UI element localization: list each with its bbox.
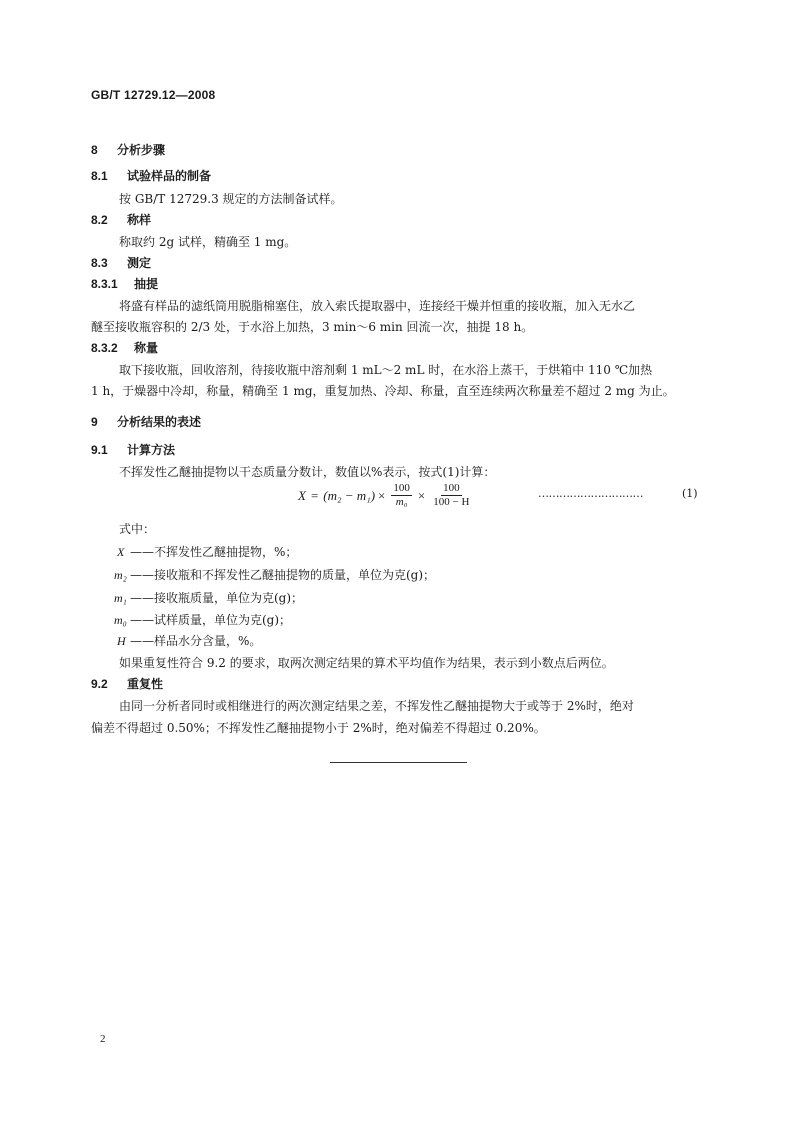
- formula-equals: =: [310, 487, 319, 503]
- section-8-1-text: 按 GB/T 12729.3 规定的方法制备试样。: [119, 192, 343, 206]
- section-8-3-1-heading: [91, 275, 158, 292]
- section-title: 称样: [127, 213, 152, 227]
- section-number: 9.2: [91, 677, 108, 691]
- variable-description: ——接收瓶质量，单位为克(g)；: [130, 591, 304, 605]
- fraction-denominator: 100 − H: [433, 496, 470, 508]
- section-8-2-heading: [91, 211, 151, 228]
- section-9-2-line-2: 偏差不得超过 0.50%；不挥发性乙醚抽提物小于 2%时，绝对偏差不得超过 0.20%。: [91, 721, 546, 735]
- section-8-3-1-line-1: 将盛有样品的滤纸筒用脱脂棉塞住，放入索氏提取器中，连接经干燥并恒重的接收瓶，加入无水乙: [119, 299, 636, 313]
- section-9-1-after: 如果重复性符合 9.2 的要求，取两次测定结果的算术平均值作为结果，表示到小数点后两位。: [119, 656, 614, 670]
- section-9-2-line-1: 由同一分析者同时或相继进行的两次测定结果之差，不挥发性乙醚抽提物大于或等于 2%时，绝对: [119, 699, 634, 713]
- section-9-2-heading: [91, 675, 163, 692]
- section-8-3-2-line-1: 取下接收瓶，回收溶剂，待接收瓶中溶剂剩 1 mL～2 mL 时，在水浴上蒸干，于烘箱中 110 ℃加热: [119, 363, 653, 377]
- section-number: 8.3.2: [91, 341, 118, 355]
- section-title: 分析结果的表述: [117, 415, 202, 429]
- formula-fraction-1: [391, 482, 412, 509]
- section-8-2-text: 称取约 2g 试样，精确至 1 mg。: [119, 235, 297, 249]
- variable-definition: [117, 543, 297, 560]
- section-8-1-heading: [91, 167, 211, 184]
- formula-times: ×: [378, 487, 386, 503]
- where-label: 式中：: [119, 522, 156, 536]
- variable-symbol: H: [117, 634, 126, 648]
- section-title: 试验样品的制备: [127, 169, 212, 183]
- variable-symbol: m₀: [114, 613, 127, 627]
- formula-times: ×: [417, 487, 426, 503]
- standard-number: GB/T 12729.12—2008: [91, 88, 216, 102]
- section-title: 抽提: [134, 277, 159, 291]
- section-number: 9: [91, 415, 98, 429]
- variable-symbol: m₁: [114, 591, 127, 605]
- section-9-1-intro: 不挥发性乙醚抽提物以干态质量分数计，数值以%表示，按式(1)计算：: [119, 465, 496, 479]
- variable-symbol: m₂: [114, 568, 127, 582]
- variable-definition: [114, 566, 435, 583]
- variable-definition: [117, 632, 261, 649]
- section-title: 称量: [134, 341, 159, 355]
- variable-description: ——样品水分含量，%。: [130, 634, 262, 648]
- fraction-numerator: 100: [443, 482, 460, 494]
- section-8-3-2-line-2: 1 h，于燥器中冷却，称量，精确至 1 mg，重复加热、冷却、称量，直至连续两次称量差不超过 2 mg 为止。: [91, 384, 675, 398]
- fraction-numerator: 100: [393, 482, 410, 494]
- formula-fraction-2: [431, 482, 471, 509]
- variable-description: ——接收瓶和不挥发性乙醚抽提物的质量，单位为克(g)；: [130, 568, 436, 582]
- section-title: 计算方法: [127, 443, 176, 457]
- formula-equation-number: (1): [682, 487, 698, 500]
- page-number: 2: [100, 1033, 106, 1045]
- formula-paren-expr: (m₂ − m₁): [323, 487, 376, 503]
- section-number: 9.1: [91, 443, 108, 457]
- section-8-heading: [91, 141, 165, 158]
- section-9-heading: [91, 413, 201, 430]
- section-number: 8.3.1: [91, 277, 118, 291]
- section-8-3-2-heading: [91, 339, 158, 356]
- section-8-3-1-line-2: 醚至接收瓶容积的 2/3 处，于水浴上加热，3 min～6 min 回流一次，抽提 18 h。: [91, 320, 534, 334]
- section-number: 8.1: [91, 169, 108, 183]
- section-8-3-heading: [91, 254, 151, 271]
- section-title: 分析步骤: [117, 143, 166, 157]
- variable-definition: [114, 589, 303, 606]
- section-title: 重复性: [127, 677, 164, 691]
- section-title: 测定: [127, 256, 152, 270]
- section-number: 8: [91, 143, 98, 157]
- section-9-1-heading: [91, 441, 175, 458]
- fraction-denominator: m₀: [395, 496, 408, 508]
- formula-leader: …………………………: [538, 487, 643, 500]
- section-number: 8.2: [91, 213, 108, 227]
- variable-description: ——试样质量，单位为克(g)；: [130, 613, 292, 627]
- end-rule: [330, 762, 467, 763]
- formula-1: [298, 482, 474, 509]
- section-number: 8.3: [91, 256, 108, 270]
- variable-symbol: X: [117, 545, 125, 559]
- formula-lhs: X: [298, 487, 306, 503]
- variable-description: ——不挥发性乙醚抽提物，%；: [130, 545, 298, 559]
- variable-definition: [114, 611, 291, 628]
